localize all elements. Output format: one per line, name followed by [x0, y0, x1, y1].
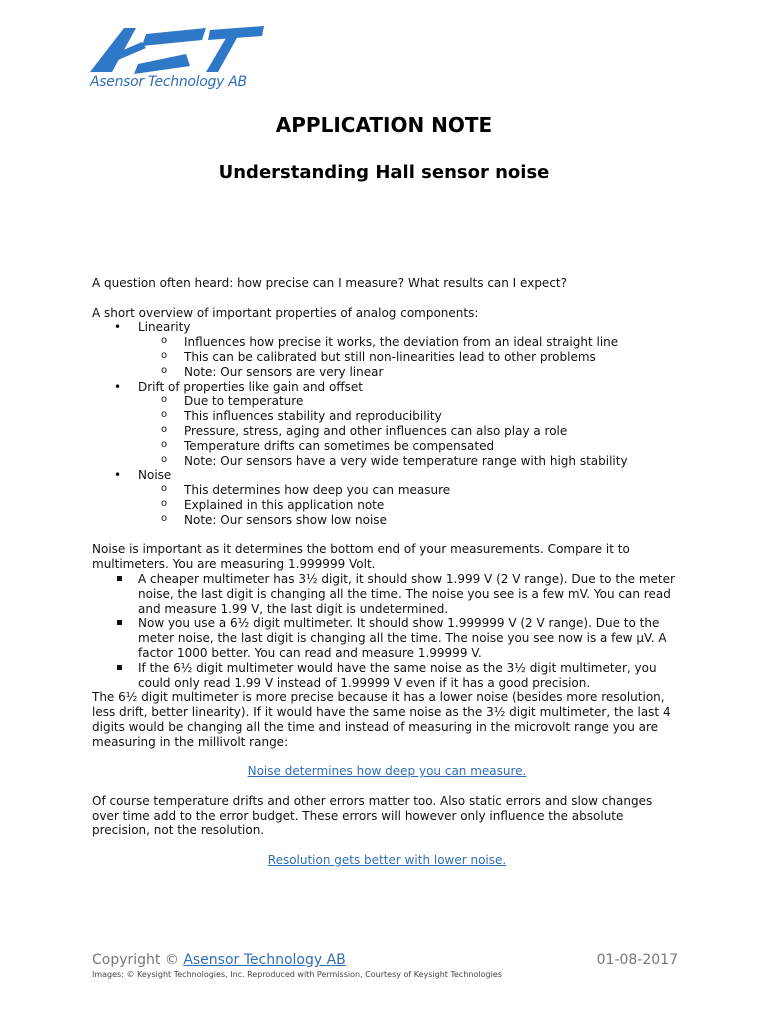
document-date: 01-08-2017: [596, 952, 678, 968]
list-item: o Explained in this application note: [161, 497, 385, 512]
ast-logo-mark-icon: [86, 24, 268, 76]
list-item: o Temperature drifts can sometimes be compensated: [161, 438, 495, 453]
noise-summary: The 6½ digit multimeter is more precise because it has a lower noise (besides more resolution, less drift, better linearity). If it would have the same noise as the 3½ digit multimeter, the last 4 digits would be changing all the time and instead of measuring in the microvolt range you are measuring in the millivolt range:: [92, 690, 671, 749]
list-item: o Note: Our sensors are very linear: [161, 364, 384, 379]
list-item: o This determines how deep you can measure: [161, 483, 451, 498]
logo-text: Asensor Technology AB: [90, 74, 247, 90]
list-item: If the 6½ digit multimeter would have the same noise as the 3½ digit multimeter, you could only read 1.99 V instead of 1.99999 V even if it has a good precision.: [92, 661, 682, 691]
list-item: • Noise: [114, 468, 172, 483]
intro-paragraph: A question often heard: how precise can I measure? What results can I expect?: [92, 276, 567, 290]
list-item: o This can be calibrated but still non-linearities lead to other problems: [161, 349, 596, 364]
list-item: o Note: Our sensors have a very wide temperature range with high stability: [161, 453, 628, 468]
noise-depth-link[interactable]: Noise determines how deep you can measure.: [247, 764, 527, 779]
list-item: o This influences stability and reproducibility: [161, 409, 442, 424]
drifts-paragraph: Of course temperature drifts and other errors matter too. Also static errors and slow changes over time add to the error budget. These errors will however only influence the absolute precision, not the resolution.: [92, 793, 653, 838]
list-item: o Influences how precise it works, the deviation from an ideal straight line: [161, 335, 619, 350]
page-subtitle: Understanding Hall sensor noise: [218, 162, 550, 183]
resolution-link[interactable]: Resolution gets better with lower noise.: [267, 853, 507, 868]
company-logo: [86, 24, 268, 98]
company-link[interactable]: Asensor Technology AB: [183, 952, 346, 968]
copyright: Copyright © Asensor Technology AB: [92, 952, 346, 968]
page-title: APPLICATION NOTE: [275, 113, 493, 137]
list-item: o Pressure, stress, aging and other influences can also play a role: [161, 423, 568, 438]
list-item: A cheaper multimeter has 3½ digit, it should show 1.999 V (2 V range). Due to the meter noise, the last digit is changing all the time. The noise you see is a few mV. You can read and measure 1.99 V, the last digit is undetermined.: [92, 572, 682, 616]
document-body: [92, 276, 682, 868]
noise-intro: Noise is important as it determines the bottom end of your measurements. Compare it to multimeters. You are measuring 1.999999 Volt.: [92, 542, 630, 572]
list-item: o Note: Our sensors show low noise: [161, 512, 387, 527]
list-item: • Drift of properties like gain and offset: [114, 379, 363, 394]
list-item: • Linearity: [114, 320, 191, 335]
image-credits: Images: © Keysight Technologies, Inc. Reproduced with Permission, Courtesy of Keysight Technologies: [92, 970, 502, 979]
overview-lead: A short overview of important properties of analog components:: [92, 305, 479, 320]
list-item: Now you use a 6½ digit multimeter. It should show 1.999999 V (2 V range). Due to the meter noise, the last digit is changing all the time. The noise you see now is a few μV. A factor 1000 better. You can read and measure 1.99999 V.: [92, 616, 682, 660]
page-footer: [92, 952, 678, 982]
list-item: o Due to temperature: [161, 394, 304, 409]
